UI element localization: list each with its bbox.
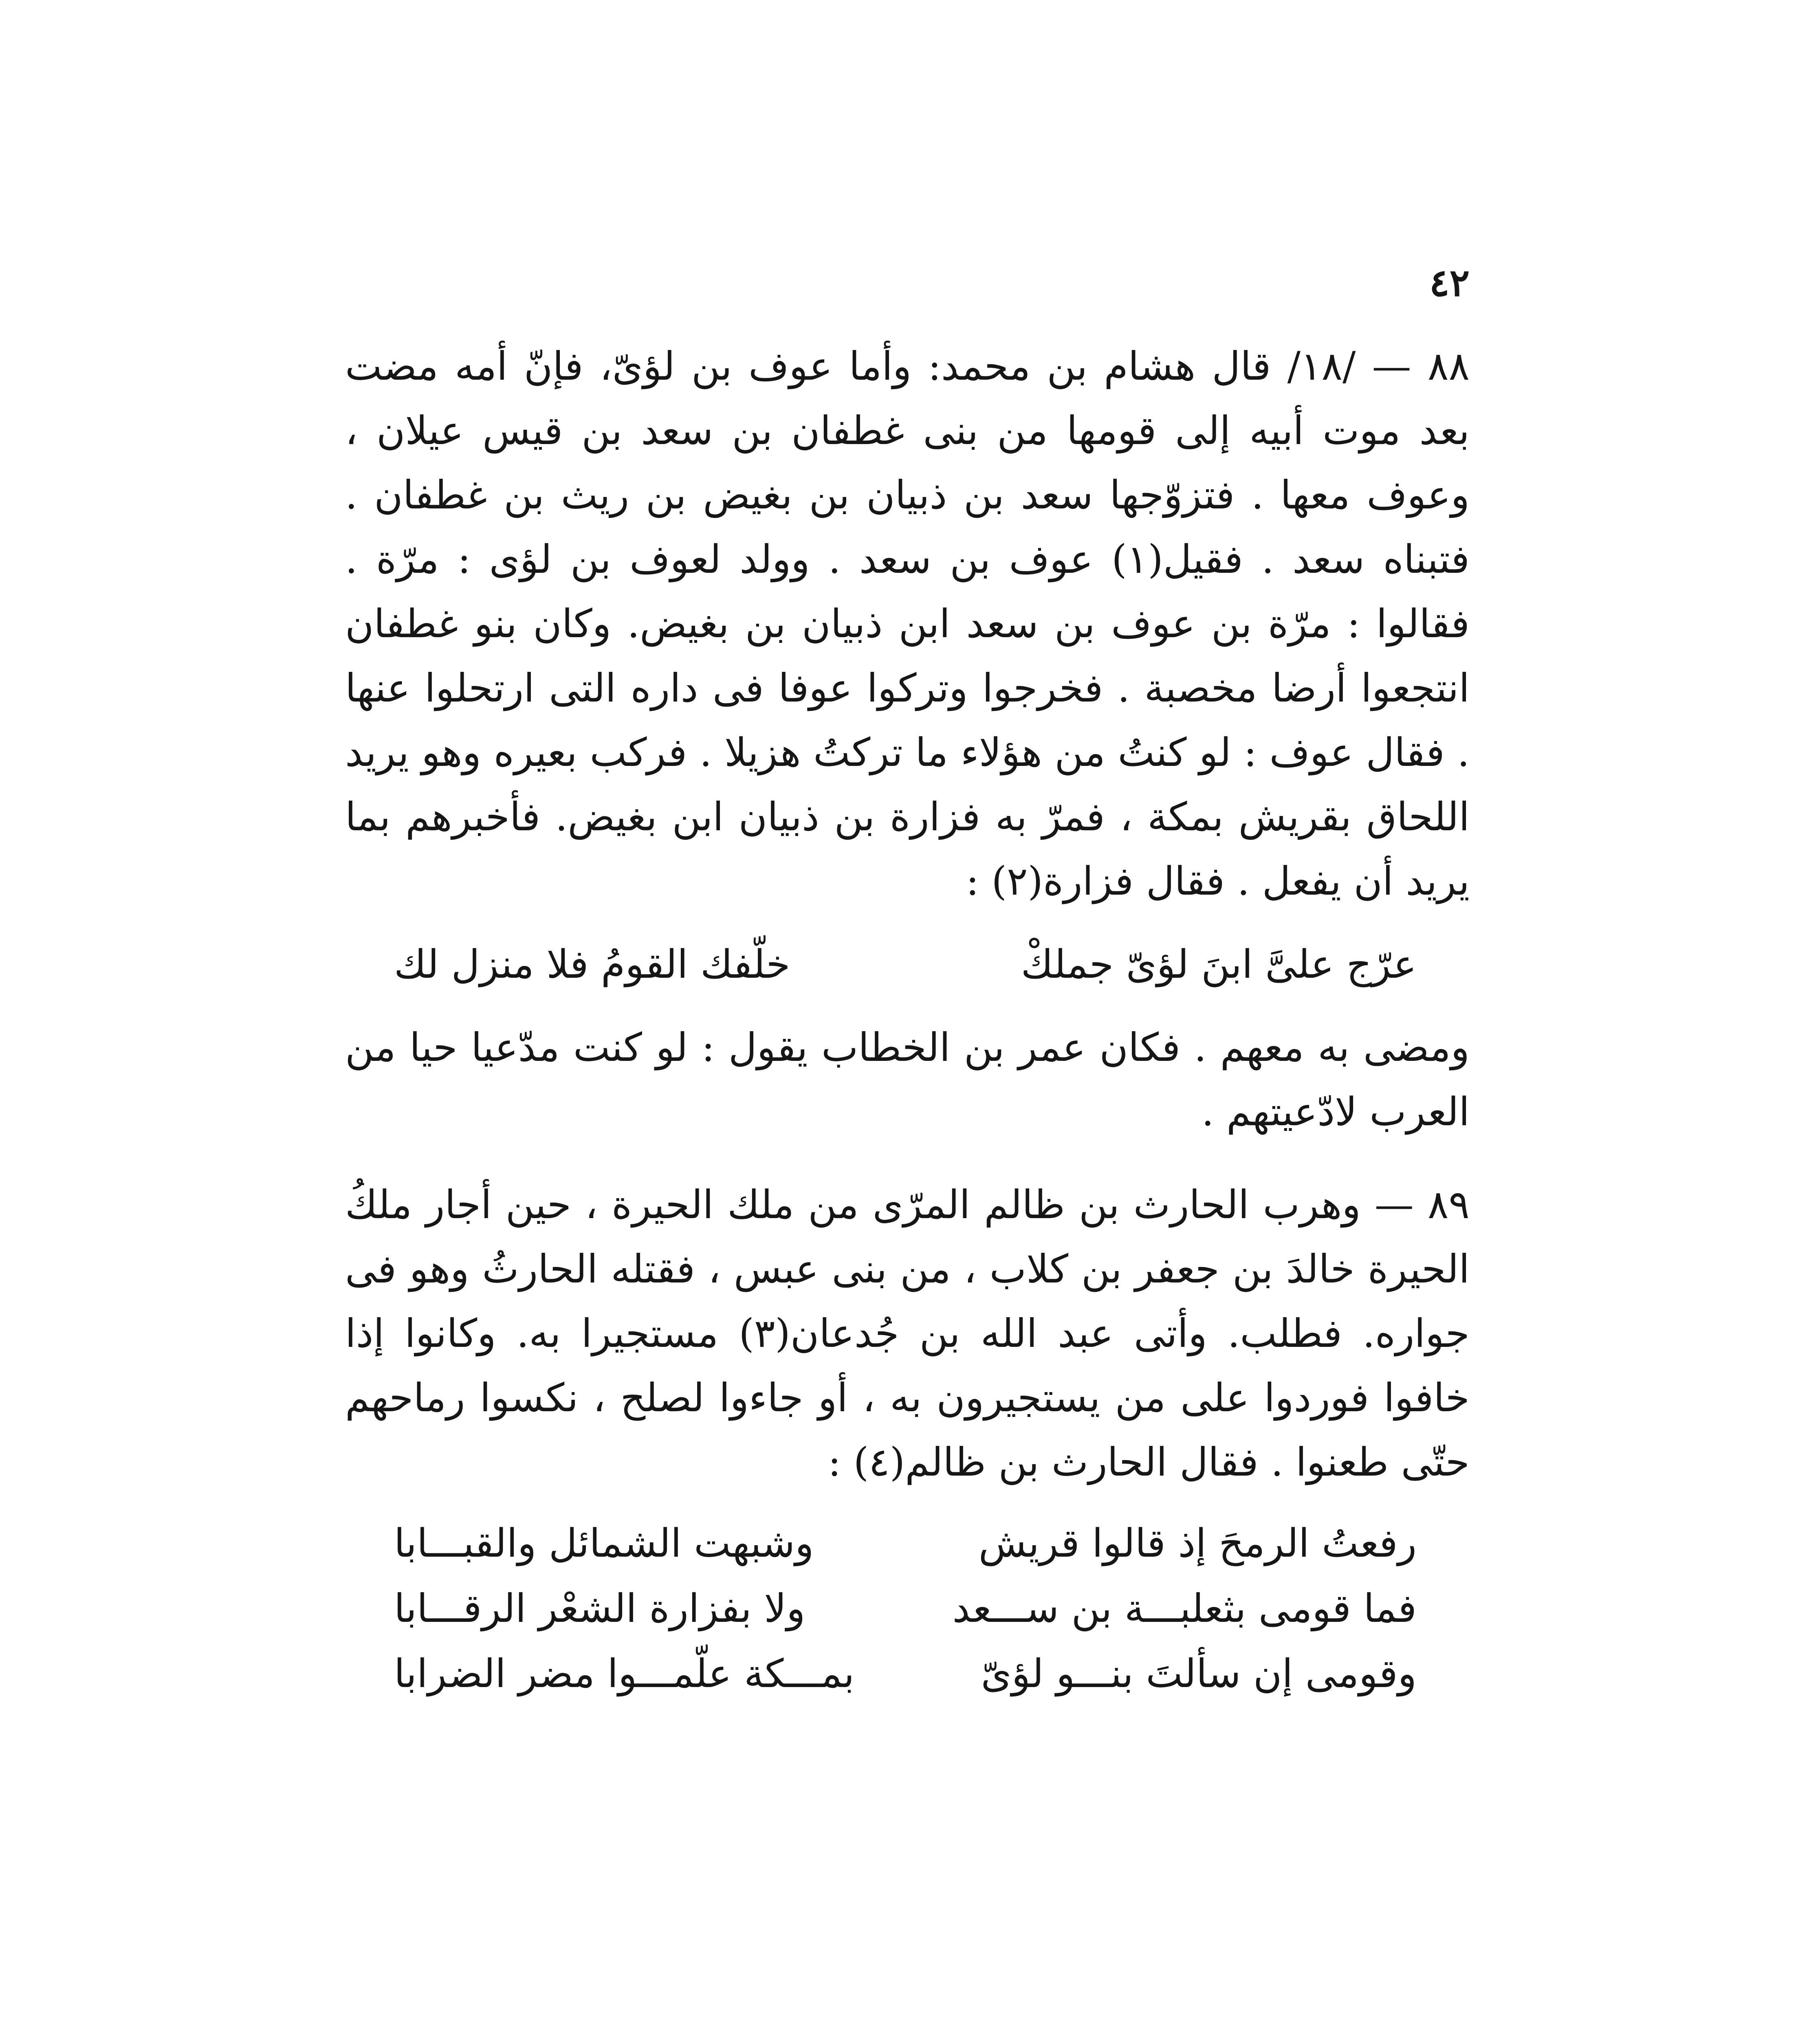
verse-first-hemistich: عرّج علىَّ ابنَ لؤىّ جملكْ: [1021, 942, 1417, 987]
page-number: ٤٢: [1429, 261, 1470, 305]
verse-first-hemistich: وقومى إن سألتَ بنـــو لؤىّ: [981, 1651, 1417, 1696]
verse-second-hemistich: بمـــكة علّمـــوا مضر الضرابا: [394, 1651, 855, 1696]
verse-second-hemistich: وشبهت الشمائل والقبـــابا: [394, 1520, 814, 1566]
verse-first-hemistich: رفعتُ الرمحَ إذ قالوا قريش: [978, 1520, 1417, 1566]
verse-89-line-1: [345, 1511, 1470, 1576]
verse-second-hemistich: خلّفك القومُ فلا منزل لك: [394, 942, 790, 987]
main-text: [345, 334, 1470, 1706]
verse-second-hemistich: ولا بفزارة الشعْر الرقـــابا: [394, 1586, 805, 1631]
paragraph-88-end: ومضى به معهم . فكان عمر بن الخطاب يقول : لو كنت مدّعيا حيا من العرب لادّعيتهم .: [345, 1025, 1470, 1135]
verse-89-line-3: [345, 1641, 1470, 1706]
verse-89-line-2: [345, 1576, 1470, 1641]
paragraph-88: ٨٨ — /١٨/ قال هشام بن محمد: وأما عوف بن لؤىّ، فإنّ أمه مضت بعد موت أبيه إلى قومها من بنى غطفان بن سعد بن قيس عيلان ، وعوف معها . فتزوّجها سعد بن ذبيان بن بغيض بن ريث بن غطفان . فتبناه سعد . فقيل(١) عوف بن سعد . وولد لعوف بن لؤى : مرّة . فقالوا : مرّة بن عوف بن سعد ابن ذبيان بن بغيض. وكان بنو غطفان انتجعوا أرضا مخصبة . فخرجوا وتركوا عوفا فى داره التى ارتحلوا عنها . فقال عوف : لو كنتُ من هؤلاء ما تركتُ هزيلا . فركب بعيره وهو يريد اللحاق بقريش بمكة ، فمرّ به فزارة بن ذبيان ابن بغيض. فأخبرهم بما يريد أن يفعل . فقال فزارة(٢) :: [345, 343, 1470, 904]
verse-block-89: [345, 1511, 1470, 1706]
paragraph-89: ٨٩ — وهرب الحارث بن ظالم المرّى من ملك الحيرة ، حين أجار ملكُ الحيرة خالدَ بن جعفر بن كلاب ، من بنى عبس ، فقتله الحارثُ وهو فى جواره. فطلب. وأتى عبد الله بن جُدعان(٣) مستجيرا به. وكانوا إذا خافوا فوردوا على من يستجيرون به ، أو جاءوا لصلح ، نكسوا رماحهم حتّى طعنوا . فقال الحارث بن ظالم(٤) :: [345, 1182, 1470, 1485]
verse-first-hemistich: فما قومى بثعلبـــة بن ســـعد: [952, 1586, 1417, 1631]
verse-88: [345, 930, 1470, 999]
